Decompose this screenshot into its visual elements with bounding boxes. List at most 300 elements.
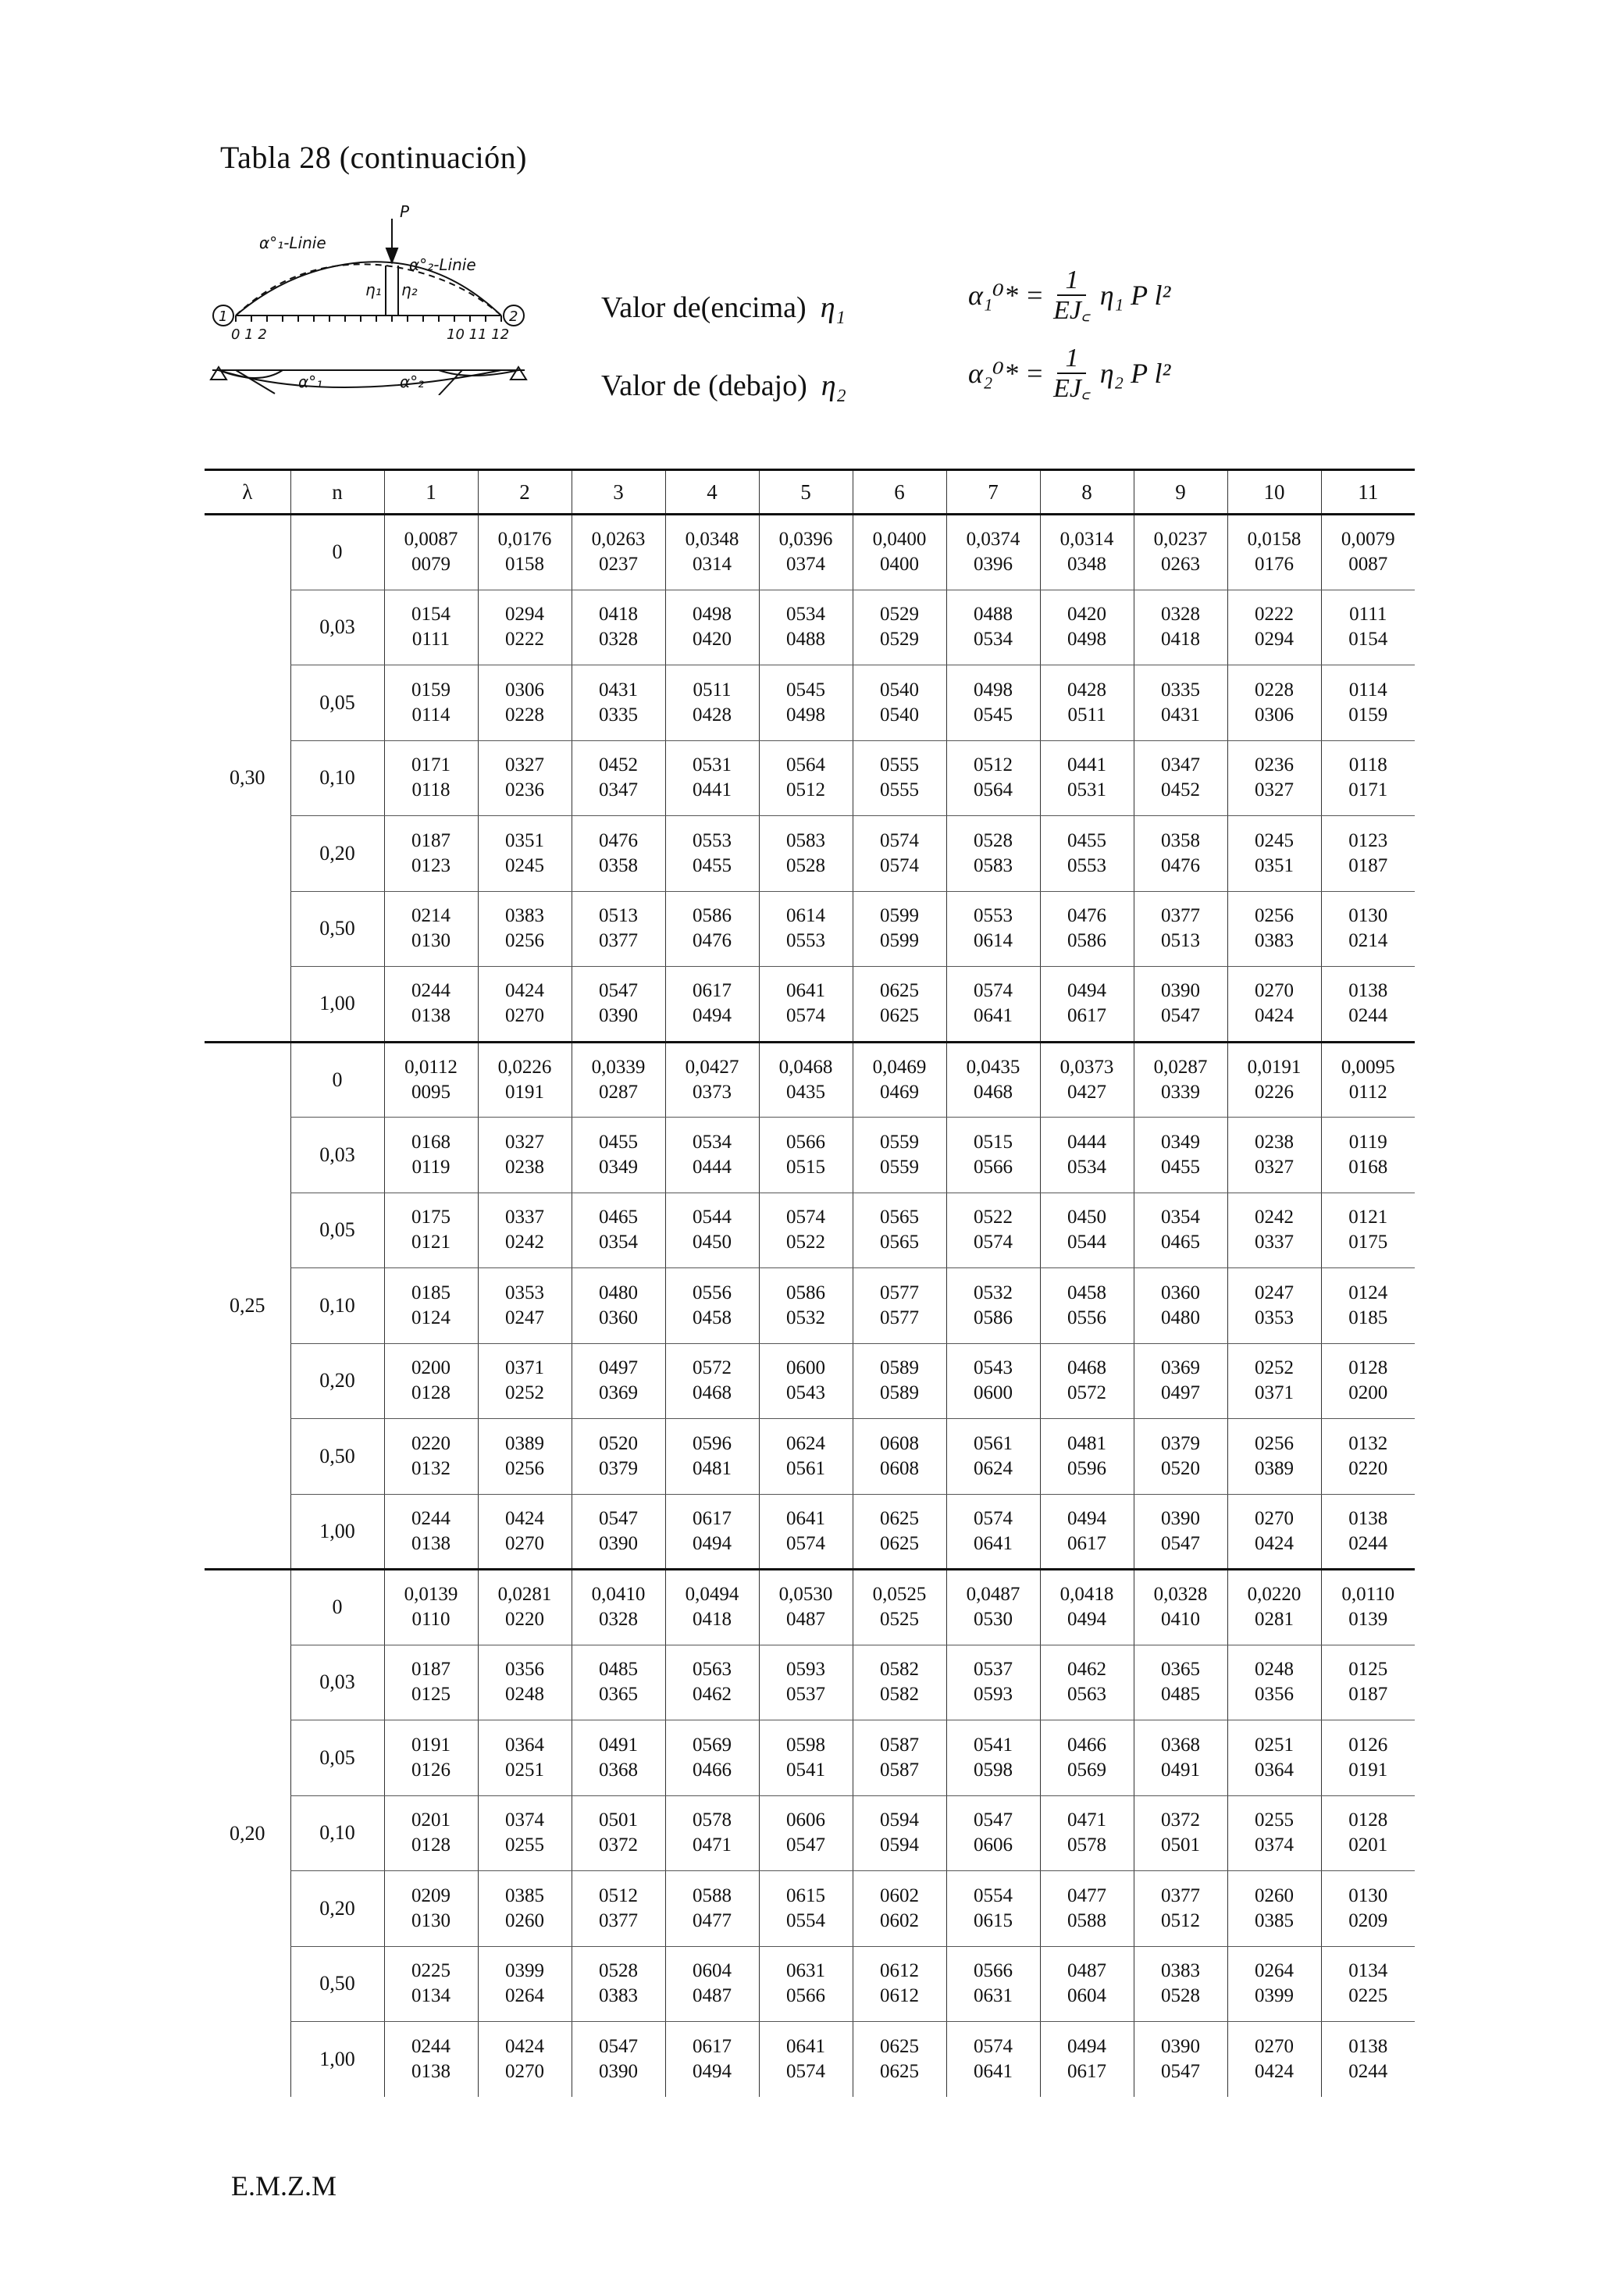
eta1-value: 0364 — [505, 1734, 544, 1756]
header-col-1: 1 — [384, 470, 478, 515]
value-cell — [572, 590, 665, 665]
eta1-value: 0349 — [1161, 1131, 1200, 1153]
eta1-value: 0566 — [786, 1131, 825, 1153]
n-cell: 1,00 — [290, 1494, 384, 1570]
n-cell: 0,10 — [290, 1795, 384, 1871]
eta2-value: 0528 — [1161, 1985, 1200, 2007]
eta2-value: 0348 — [1067, 554, 1106, 576]
eta1-value: 0606 — [786, 1809, 825, 1831]
eta1-value: 0,0468 — [778, 1056, 833, 1078]
eta1-value: 0238 — [1255, 1131, 1294, 1153]
eta2-value: 0465 — [1161, 1232, 1200, 1253]
eta1-symbol: η₁ — [820, 291, 846, 324]
eta1-value: 0385 — [505, 1884, 544, 1906]
eta2-value: 0494 — [693, 1005, 732, 1027]
value-cell — [1134, 967, 1227, 1043]
eta1-value: 0441 — [1067, 754, 1106, 776]
eta1-value: 0615 — [786, 1884, 825, 1906]
eta2-value: 0614 — [974, 930, 1013, 952]
table-row — [205, 1494, 1415, 1570]
eta1-value: 0248 — [1255, 1659, 1294, 1681]
eta2-value: 0379 — [599, 1457, 638, 1479]
eta1-value: 0222 — [1255, 604, 1294, 626]
value-cell — [665, 590, 759, 665]
value-cell — [1134, 740, 1227, 816]
eta2-value: 0256 — [505, 1457, 544, 1479]
eta2-value: 0424 — [1255, 1005, 1294, 1027]
ticks-right-label: 10 11 12 — [447, 326, 510, 343]
header-lambda: λ — [205, 470, 290, 515]
eta1-value: 0600 — [786, 1357, 825, 1379]
value-cell — [572, 891, 665, 967]
value-cell — [665, 1871, 759, 1947]
value-cell — [1040, 665, 1134, 741]
formula-alpha1-rhs: η₁ P l² — [1099, 280, 1171, 312]
value-cell — [384, 515, 478, 590]
eta1-value: 0,0410 — [591, 1584, 646, 1606]
eta2-value: 0420 — [693, 629, 732, 651]
eta2-value: 0087 — [1348, 554, 1388, 576]
eta2-value: 0559 — [880, 1156, 919, 1178]
value-cell — [946, 1118, 1040, 1193]
value-cell — [1134, 1645, 1227, 1720]
value-cell — [384, 1419, 478, 1495]
n-cell: 0,05 — [290, 1193, 384, 1268]
value-cell — [853, 515, 946, 590]
value-cell — [478, 1946, 572, 2022]
value-cell — [759, 515, 853, 590]
eta2-value: 0604 — [1067, 1985, 1106, 2007]
eta1-value: 0247 — [1255, 1282, 1294, 1303]
value-cell — [759, 1946, 853, 2022]
eta1-value: 0544 — [693, 1207, 732, 1228]
eta1-value: 0214 — [411, 905, 450, 927]
eta2-value: 0287 — [599, 1081, 638, 1103]
eta1-value: 0201 — [411, 1809, 450, 1831]
eta2-value: 0563 — [1067, 1684, 1106, 1706]
eta1-value: 0377 — [1161, 905, 1200, 927]
eta1-value: 0547 — [599, 2036, 638, 2057]
eta1-value: 0491 — [599, 1734, 638, 1756]
header-col-2: 2 — [478, 470, 572, 515]
value-cell — [1227, 1795, 1321, 1871]
eta2-value: 0095 — [411, 1081, 450, 1103]
eta2-value: 0349 — [599, 1156, 638, 1178]
value-cell — [384, 1193, 478, 1268]
value-cell — [1134, 1871, 1227, 1947]
eta2-value: 0556 — [1067, 1307, 1106, 1328]
value-cell — [478, 816, 572, 892]
value-cell — [1134, 1570, 1227, 1645]
value-cell — [1134, 1268, 1227, 1344]
eta2-value: 0541 — [786, 1759, 825, 1781]
eta2-value: 0175 — [1348, 1232, 1388, 1253]
eta1-value: 0,0328 — [1153, 1584, 1208, 1606]
eta1-value: 0512 — [974, 754, 1013, 776]
eta2-value: 0582 — [880, 1684, 919, 1706]
value-cell — [384, 1720, 478, 1796]
eta1-value: 0574 — [974, 980, 1013, 1002]
value-cell — [1227, 665, 1321, 741]
table-row — [205, 1795, 1415, 1871]
eta2-value: 0328 — [599, 1609, 638, 1631]
eta2-value: 0159 — [1348, 704, 1388, 726]
definition-bottom — [601, 369, 846, 403]
eta2-value: 0264 — [505, 1985, 544, 2007]
value-cell — [665, 515, 759, 590]
value-cell — [478, 1193, 572, 1268]
eta2-value: 0480 — [1161, 1307, 1200, 1328]
support-right-label: 2 — [509, 308, 518, 325]
eta2-value: 0547 — [1161, 2061, 1200, 2082]
eta1-value: 0128 — [1348, 1809, 1388, 1831]
eta1-value: 0420 — [1067, 604, 1106, 626]
eta2-value: 0617 — [1067, 2061, 1106, 2082]
formula-alpha2 — [968, 344, 1170, 404]
eta1-value: 0428 — [1067, 679, 1106, 701]
eta1-value: 0,0110 — [1341, 1584, 1395, 1606]
value-cell — [478, 967, 572, 1043]
formula-alpha1-num: 1 — [1057, 266, 1086, 296]
eta2-value: 0327 — [1255, 779, 1294, 801]
eta2-value: 0356 — [1255, 1684, 1294, 1706]
value-cell — [759, 1871, 853, 1947]
value-cell — [1134, 1795, 1227, 1871]
value-cell — [665, 1570, 759, 1645]
eta1-value: 0,0220 — [1247, 1584, 1302, 1606]
eta1-value: 0555 — [880, 754, 919, 776]
eta1-value: 0617 — [693, 2036, 732, 2057]
eta2-value: 0641 — [974, 2061, 1013, 2082]
value-cell — [1134, 891, 1227, 967]
eta1-value: 0390 — [1161, 2036, 1200, 2057]
eta1-value: 0598 — [786, 1734, 825, 1756]
eta2-label: η₂ — [401, 280, 418, 299]
eta2-value: 0126 — [411, 1759, 450, 1781]
eta1-value: 0159 — [411, 679, 450, 701]
value-cell — [478, 1795, 572, 1871]
eta1-value: 0121 — [1348, 1207, 1388, 1228]
table-row — [205, 1570, 1415, 1645]
value-cell — [384, 1042, 478, 1118]
eta2-value: 0252 — [505, 1382, 544, 1404]
value-cell — [384, 740, 478, 816]
alpha2-line-label: α°₂-Linie — [409, 255, 476, 274]
value-cell — [853, 1570, 946, 1645]
eta1-value: 0356 — [505, 1659, 544, 1681]
value-cell — [1040, 891, 1134, 967]
eta1-value: 0554 — [974, 1884, 1013, 1906]
value-cell — [759, 1570, 853, 1645]
value-cell — [759, 1118, 853, 1193]
n-cell: 0,03 — [290, 590, 384, 665]
eta1-value: 0154 — [411, 604, 450, 626]
eta1-value: 0130 — [1348, 905, 1388, 927]
eta2-value: 0201 — [1348, 1834, 1388, 1856]
eta2-value: 0138 — [411, 1532, 450, 1554]
eta2-value: 0383 — [599, 1985, 638, 2007]
value-cell — [759, 816, 853, 892]
eta2-value: 0228 — [505, 704, 544, 726]
value-cell — [1227, 2022, 1321, 2098]
eta2-value: 0123 — [411, 854, 450, 876]
value-cell — [1321, 1795, 1415, 1871]
eta1-value: 0209 — [411, 1884, 450, 1906]
eta2-value: 0400 — [880, 554, 919, 576]
value-cell — [759, 1419, 853, 1495]
eta1-value: 0220 — [411, 1432, 450, 1454]
eta1-value: 0,0191 — [1247, 1056, 1302, 1078]
eta1-value: 0,0079 — [1341, 529, 1395, 551]
eta2-value: 0168 — [1348, 1156, 1388, 1178]
value-cell — [478, 515, 572, 590]
value-cell — [1227, 740, 1321, 816]
eta1-value: 0545 — [786, 679, 825, 701]
eta2-value: 0625 — [880, 1005, 919, 1027]
n-cell: 0 — [290, 515, 384, 590]
eta2-value: 0281 — [1255, 1609, 1294, 1631]
eta2-value: 0270 — [505, 1532, 544, 1554]
eta2-value: 0294 — [1255, 629, 1294, 651]
table-row — [205, 1946, 1415, 2022]
value-cell — [1134, 1118, 1227, 1193]
eta2-value: 0428 — [693, 704, 732, 726]
eta2-value: 0512 — [1161, 1909, 1200, 1931]
value-cell — [853, 1343, 946, 1419]
eta1-value: 0368 — [1161, 1734, 1200, 1756]
n-cell: 0,03 — [290, 1645, 384, 1720]
page-title: Tabla 28 (continuación) — [220, 140, 528, 175]
eta2-value: 0237 — [599, 554, 638, 576]
value-cell — [1321, 2022, 1415, 2098]
eta2-value: 0612 — [880, 1985, 919, 2007]
eta1-value: 0602 — [880, 1884, 919, 1906]
eta2-value: 0561 — [786, 1457, 825, 1479]
eta2-value: 0564 — [974, 779, 1013, 801]
eta1-value: 0,0494 — [685, 1584, 739, 1606]
eta1-value: 0594 — [880, 1809, 919, 1831]
eta1-value: 0604 — [693, 1960, 732, 1982]
eta1-value: 0497 — [599, 1357, 638, 1379]
value-cell — [384, 1268, 478, 1344]
eta1-value: 0541 — [974, 1734, 1013, 1756]
eta2-value: 0427 — [1067, 1081, 1106, 1103]
value-cell — [572, 2022, 665, 2098]
eta1-value: 0337 — [505, 1207, 544, 1228]
value-cell — [572, 1720, 665, 1796]
eta1-value: 0563 — [693, 1659, 732, 1681]
eta1-value: 0553 — [693, 829, 732, 851]
eta1-value: 0534 — [786, 604, 825, 626]
value-cell — [1227, 1645, 1321, 1720]
header-n: n — [290, 470, 384, 515]
eta1-value: 0260 — [1255, 1884, 1294, 1906]
value-cell — [946, 740, 1040, 816]
eta1-value: 0119 — [1348, 1131, 1387, 1153]
eta2-value: 0593 — [974, 1684, 1013, 1706]
value-cell — [853, 1268, 946, 1344]
header-col-4: 4 — [665, 470, 759, 515]
value-cell — [759, 1795, 853, 1871]
value-cell — [946, 1494, 1040, 1570]
eta1-value: 0512 — [599, 1884, 638, 1906]
eta1-value: 0574 — [974, 2036, 1013, 2057]
eta2-value: 0248 — [505, 1684, 544, 1706]
eta2-value: 0491 — [1161, 1759, 1200, 1781]
value-cell — [665, 1795, 759, 1871]
eta1-value: 0,0314 — [1059, 529, 1114, 551]
value-cell — [1134, 1419, 1227, 1495]
eta2-value: 0547 — [786, 1834, 825, 1856]
eta1-value: 0641 — [786, 980, 825, 1002]
eta2-value: 0471 — [693, 1834, 732, 1856]
n-cell: 0 — [290, 1042, 384, 1118]
value-cell — [759, 590, 853, 665]
eta2-value: 0244 — [1348, 1005, 1388, 1027]
value-cell — [384, 2022, 478, 2098]
beam-diagram — [205, 200, 532, 395]
value-cell — [1040, 1494, 1134, 1570]
value-cell — [1321, 590, 1415, 665]
eta1-value: 0528 — [974, 829, 1013, 851]
eta1-value: 0537 — [974, 1659, 1013, 1681]
eta1-value: 0236 — [1255, 754, 1294, 776]
eta2-value: 0154 — [1348, 629, 1388, 651]
eta1-value: 0390 — [1161, 980, 1200, 1002]
eta1-value: 0494 — [1067, 2036, 1106, 2057]
header-col-10: 10 — [1227, 470, 1321, 515]
table-body — [205, 515, 1415, 2098]
eta1-value: 0200 — [411, 1357, 450, 1379]
n-cell: 0,50 — [290, 1946, 384, 2022]
eta1-value: 0354 — [1161, 1207, 1200, 1228]
value-cell — [1321, 967, 1415, 1043]
eta2-value: 0119 — [411, 1156, 450, 1178]
eta1-value: 0,0158 — [1247, 529, 1302, 551]
eta1-value: 0641 — [786, 2036, 825, 2057]
value-cell — [384, 1494, 478, 1570]
value-cell — [1321, 740, 1415, 816]
eta1-value: 0270 — [1255, 980, 1294, 1002]
value-cell — [1321, 1570, 1415, 1645]
eta2-value: 0236 — [505, 779, 544, 801]
value-cell — [1040, 1795, 1134, 1871]
value-cell — [665, 665, 759, 741]
value-cell — [665, 1343, 759, 1419]
eta1-value: 0424 — [505, 1507, 544, 1529]
n-cell: 1,00 — [290, 2022, 384, 2098]
formula-alpha1-lhs: α₁⁰* = — [968, 280, 1045, 312]
eta2-value: 0529 — [880, 629, 919, 651]
eta1-value: 0,0435 — [966, 1056, 1020, 1078]
value-cell — [946, 1570, 1040, 1645]
value-cell — [946, 1042, 1040, 1118]
value-cell — [946, 1795, 1040, 1871]
eta1-value: 0264 — [1255, 1960, 1294, 1982]
value-cell — [665, 1042, 759, 1118]
eta1-value: 0,0287 — [1153, 1056, 1208, 1078]
eta1-value: 0327 — [505, 754, 544, 776]
value-cell — [665, 1494, 759, 1570]
eta1-value: 0191 — [411, 1734, 450, 1756]
value-cell — [759, 1494, 853, 1570]
formula-alpha2-rhs: η₂ P l² — [1099, 358, 1171, 390]
eta2-value: 0371 — [1255, 1382, 1294, 1404]
value-cell — [1227, 1570, 1321, 1645]
value-cell — [1321, 1118, 1415, 1193]
eta2-value: 0625 — [880, 1532, 919, 1554]
eta1-value: 0,0525 — [872, 1584, 927, 1606]
eta2-value: 0501 — [1161, 1834, 1200, 1856]
value-cell — [1040, 1645, 1134, 1720]
eta1-value: 0,0176 — [497, 529, 552, 551]
value-cell — [478, 1042, 572, 1118]
eta1-value: 0617 — [693, 1507, 732, 1529]
table-row — [205, 740, 1415, 816]
value-cell — [853, 1871, 946, 1947]
value-cell — [384, 891, 478, 967]
value-cell — [1227, 1494, 1321, 1570]
value-cell — [946, 1720, 1040, 1796]
eta2-value: 0358 — [599, 854, 638, 876]
eta2-value: 0588 — [1067, 1909, 1106, 1931]
eta2-value: 0079 — [411, 554, 450, 576]
value-cell — [759, 665, 853, 741]
eta2-value: 0270 — [505, 2061, 544, 2082]
eta2-value: 0441 — [693, 779, 732, 801]
eta2-value: 0554 — [786, 1909, 825, 1931]
eta1-value: 0574 — [974, 1507, 1013, 1529]
eta1-value: 0564 — [786, 754, 825, 776]
eta1-value: 0383 — [1161, 1960, 1200, 1982]
alpha1-line-label: α°₁-Linie — [259, 234, 326, 252]
eta2-value: 0497 — [1161, 1382, 1200, 1404]
eta1-value: 0547 — [599, 1507, 638, 1529]
eta2-value: 0238 — [505, 1156, 544, 1178]
eta2-value: 0256 — [505, 930, 544, 952]
eta1-value: 0358 — [1161, 829, 1200, 851]
value-cell — [946, 1268, 1040, 1344]
eta1-value: 0480 — [599, 1282, 638, 1303]
value-cell — [572, 1494, 665, 1570]
value-cell — [853, 1494, 946, 1570]
eta2-value: 0328 — [599, 629, 638, 651]
eta2-value: 0565 — [880, 1232, 919, 1253]
value-cell — [853, 1795, 946, 1871]
formula-alpha1-den: EJ꜀ — [1053, 296, 1091, 326]
eta1-value: 0187 — [411, 1659, 450, 1681]
value-cell — [478, 1343, 572, 1419]
eta2-value: 0625 — [880, 2061, 919, 2082]
eta1-value: 0256 — [1255, 905, 1294, 927]
eta1-value: 0574 — [880, 829, 919, 851]
eta1-value: 0124 — [1348, 1282, 1388, 1303]
eta1-value: 0511 — [693, 679, 732, 701]
value-cell — [853, 967, 946, 1043]
eta2-value: 0251 — [505, 1759, 544, 1781]
table-row — [205, 1720, 1415, 1796]
eta2-value: 0374 — [786, 554, 825, 576]
value-cell — [1321, 816, 1415, 892]
eta2-value: 0424 — [1255, 1532, 1294, 1554]
eta1-value: 0228 — [1255, 679, 1294, 701]
eta1-value: 0468 — [1067, 1357, 1106, 1379]
eta1-value: 0,0095 — [1341, 1056, 1395, 1078]
ticks-left-label: 0 1 2 — [231, 326, 267, 343]
value-cell — [1321, 515, 1415, 590]
table-row — [205, 1042, 1415, 1118]
eta1-value: 0168 — [411, 1131, 450, 1153]
